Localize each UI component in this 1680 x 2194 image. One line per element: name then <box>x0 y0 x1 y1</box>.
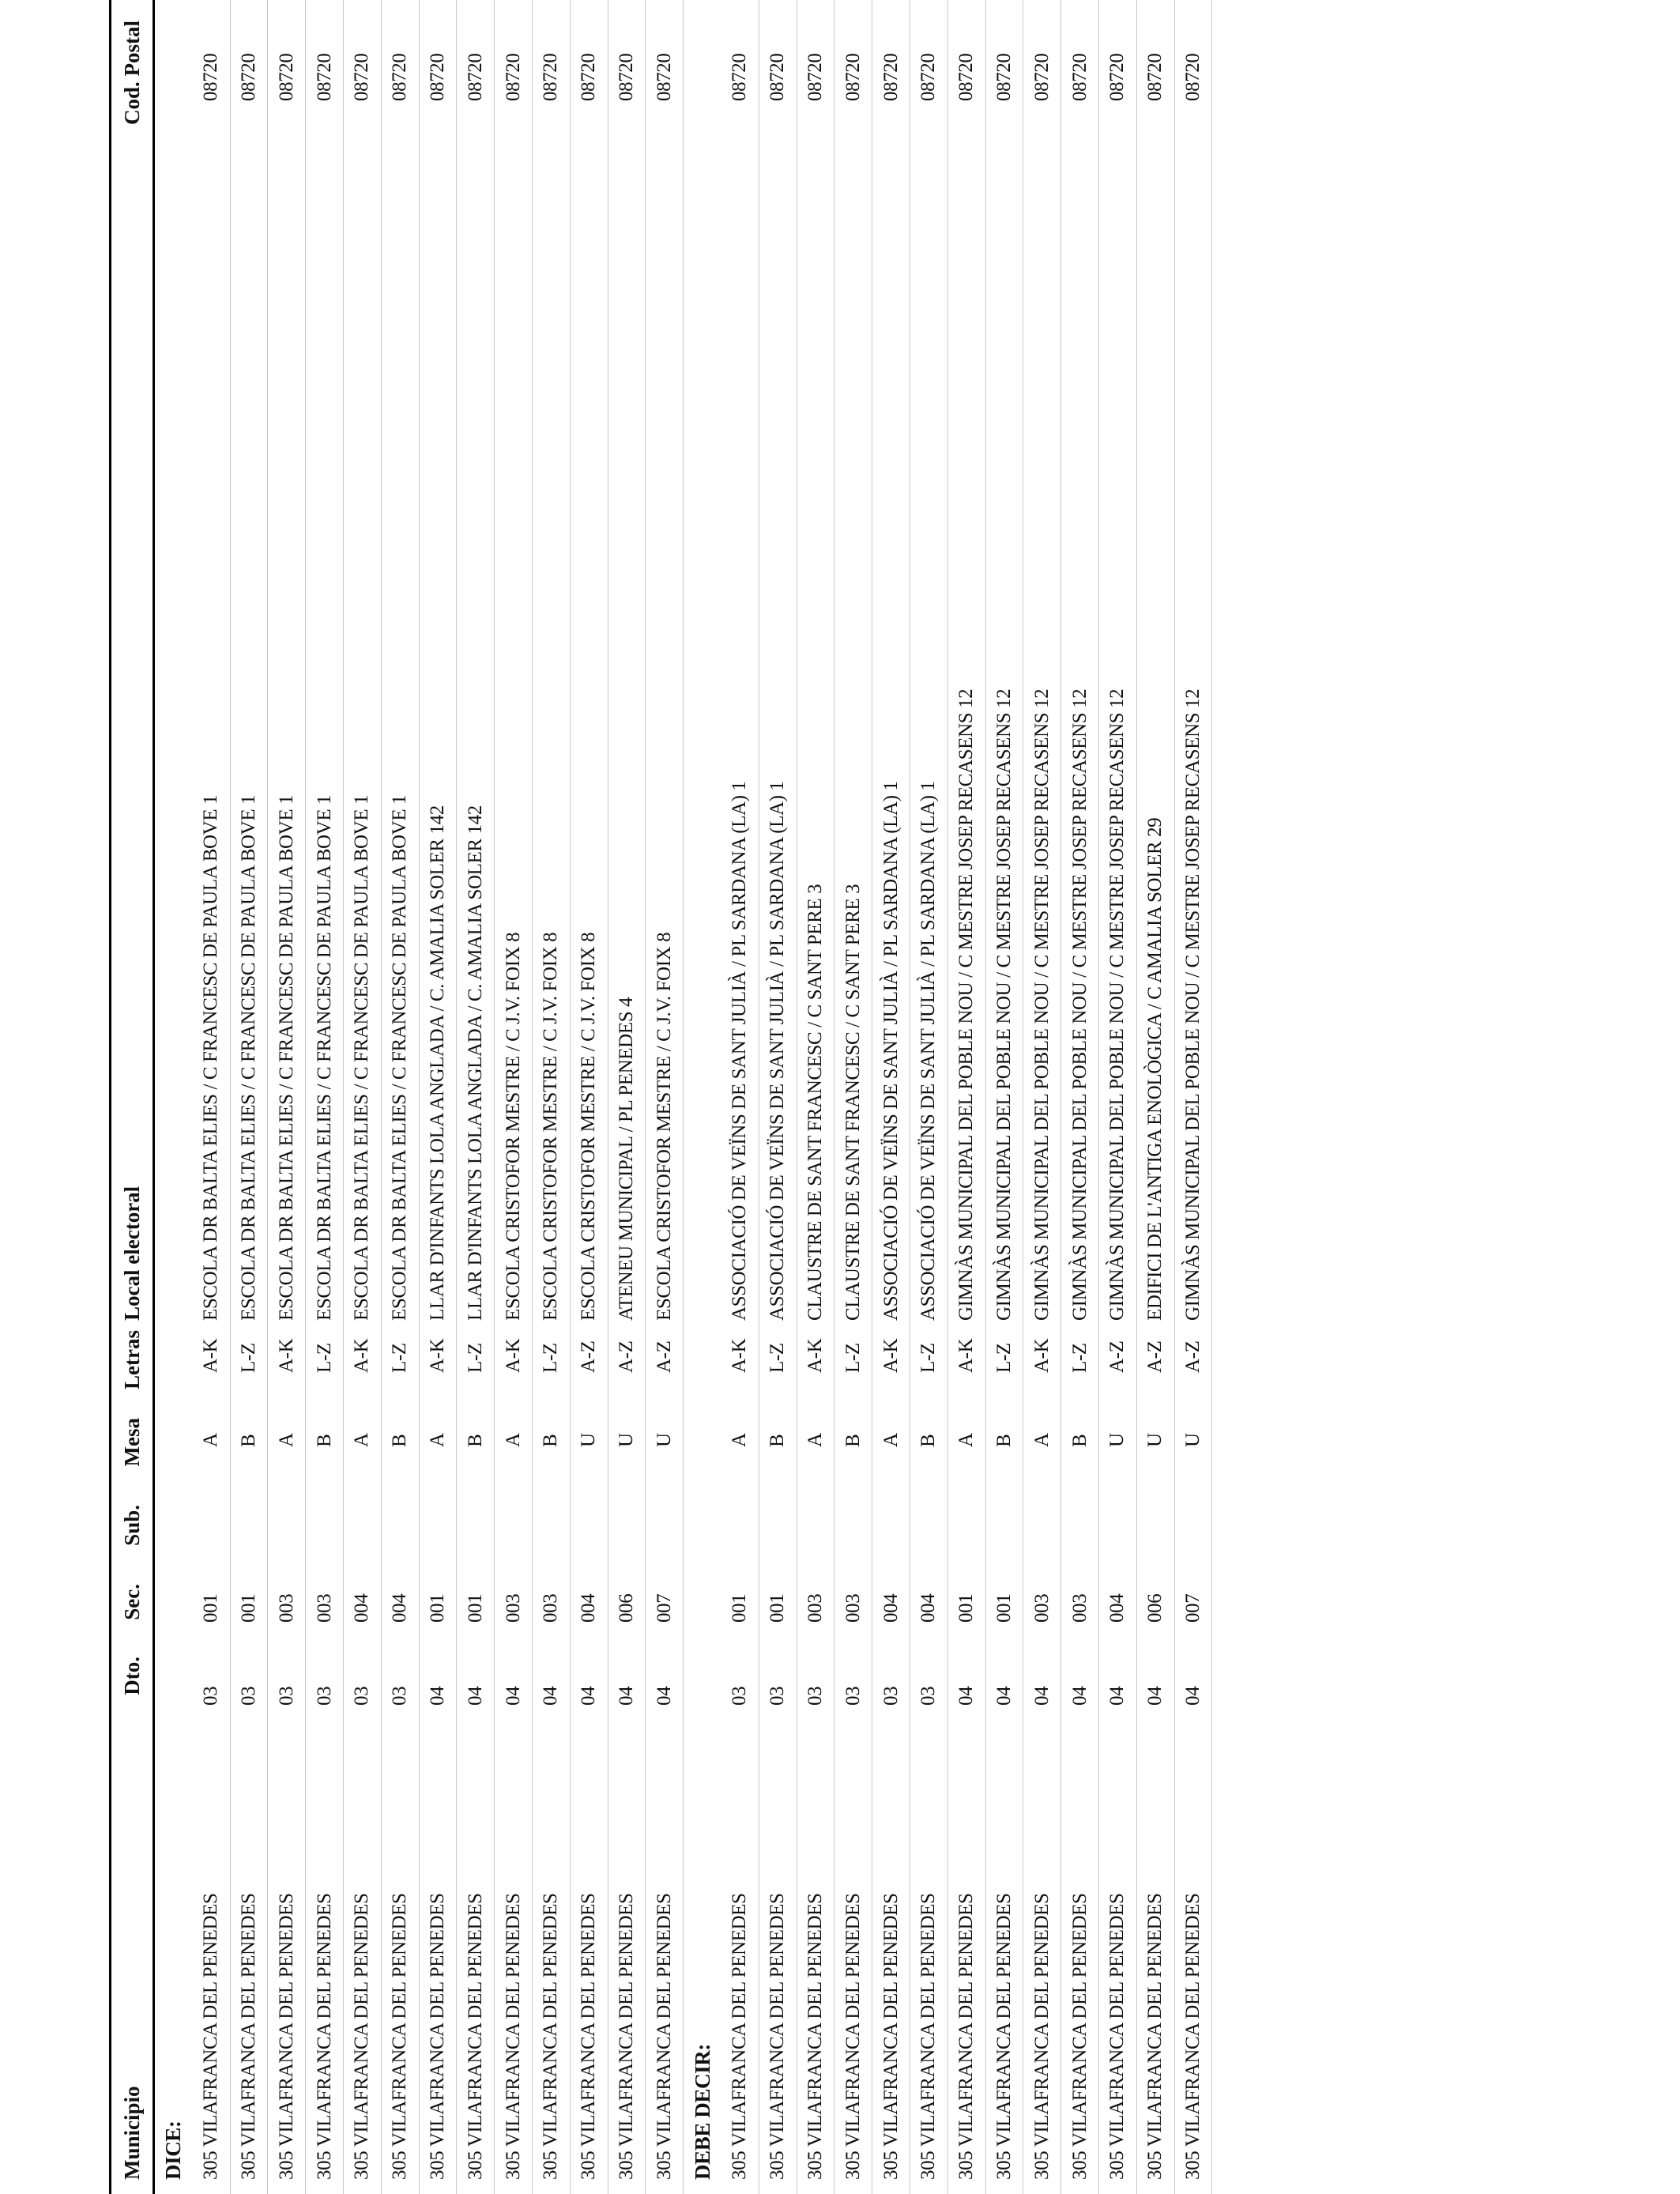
cell-mesa: B <box>389 1434 411 1447</box>
cell-letras: A-K <box>880 1338 902 1373</box>
cell-local-electoral: LLAR D'INFANTS LOLA ANGLADA / C. AMALIA SOLER 142 <box>426 805 448 1321</box>
table-row <box>1099 0 1137 2194</box>
cell-letras: A-K <box>804 1338 826 1373</box>
cell-mesa: B <box>917 1434 940 1447</box>
cell-sec: 003 <box>804 1593 826 1623</box>
cell-municipio: 305 VILAFRANCA DEL PENEDES <box>275 1893 297 2180</box>
cell-dto: 04 <box>578 1686 600 1706</box>
cell-mesa: A <box>351 1433 373 1447</box>
cell-dto: 03 <box>313 1686 335 1706</box>
cell-sec: 001 <box>237 1593 259 1623</box>
table-row <box>1061 0 1099 2194</box>
cell-cod-postal: 08720 <box>313 53 335 101</box>
cell-dto: 04 <box>1181 1686 1203 1706</box>
table-row <box>646 0 684 2194</box>
cell-sec: 004 <box>880 1593 902 1623</box>
cell-letras: L-Z <box>313 1343 335 1373</box>
cell-cod-postal: 08720 <box>917 53 940 101</box>
cell-dto: 04 <box>1106 1686 1128 1706</box>
table-row <box>382 0 420 2194</box>
cell-cod-postal: 08720 <box>880 53 902 101</box>
cell-dto: 03 <box>804 1686 826 1706</box>
cell-cod-postal: 08720 <box>842 53 864 101</box>
cell-mesa: A <box>729 1433 751 1447</box>
cell-letras: L-Z <box>1068 1343 1090 1373</box>
table-row <box>1137 0 1175 2194</box>
cell-mesa: B <box>313 1434 335 1447</box>
cell-mesa: B <box>842 1434 864 1447</box>
cell-local-electoral: ESCOLA DR BALTA ELIES / C FRANCESC DE PAULA BOVE 1 <box>237 794 259 1321</box>
cell-letras: L-Z <box>389 1343 411 1373</box>
cell-mesa: U <box>1144 1433 1166 1447</box>
cell-cod-postal: 08720 <box>540 53 562 101</box>
cell-local-electoral: ESCOLA CRISTOFOR MESTRE / C J.V. FOIX 8 <box>653 932 675 1321</box>
cell-cod-postal: 08720 <box>1030 53 1053 101</box>
table-row <box>948 0 986 2194</box>
cell-mesa: A <box>955 1433 977 1447</box>
cell-cod-postal: 08720 <box>275 53 297 101</box>
cell-sec: 007 <box>653 1593 675 1623</box>
cell-letras: A-Z <box>1181 1340 1203 1373</box>
cell-sec: 004 <box>917 1593 940 1623</box>
cell-municipio: 305 VILAFRANCA DEL PENEDES <box>917 1893 940 2180</box>
cell-mesa: A <box>1030 1433 1053 1447</box>
cell-cod-postal: 08720 <box>993 53 1015 101</box>
cell-local-electoral: ESCOLA DR BALTA ELIES / C FRANCESC DE PAULA BOVE 1 <box>200 794 222 1321</box>
cell-municipio: 305 VILAFRANCA DEL PENEDES <box>1181 1893 1203 2180</box>
cell-cod-postal: 08720 <box>426 53 448 101</box>
cell-sec: 006 <box>1144 1593 1166 1623</box>
cell-municipio: 305 VILAFRANCA DEL PENEDES <box>540 1893 562 2180</box>
cell-municipio: 305 VILAFRANCA DEL PENEDES <box>351 1893 373 2180</box>
table-row <box>721 0 759 2194</box>
cell-local-electoral: ESCOLA CRISTOFOR MESTRE / C J.V. FOIX 8 <box>540 932 562 1321</box>
cell-municipio: 305 VILAFRANCA DEL PENEDES <box>426 1893 448 2180</box>
cell-mesa: A <box>275 1433 297 1447</box>
cell-local-electoral: ASSOCIACIÓ DE VEÏNS DE SANT JULIÀ / PL SARDANA (LA) 1 <box>917 781 940 1321</box>
table-row <box>910 0 948 2194</box>
cell-local-electoral: ESCOLA DR BALTA ELIES / C FRANCESC DE PAULA BOVE 1 <box>313 794 335 1321</box>
cell-mesa: A <box>426 1433 448 1447</box>
header-sub: Sub. <box>119 1505 144 1546</box>
cell-local-electoral: ESCOLA DR BALTA ELIES / C FRANCESC DE PAULA BOVE 1 <box>389 794 411 1321</box>
cell-letras: L-Z <box>767 1343 789 1373</box>
cell-cod-postal: 08720 <box>615 53 637 101</box>
table-row <box>533 0 571 2194</box>
cell-sec: 007 <box>1181 1593 1203 1623</box>
cell-sec: 003 <box>1030 1593 1053 1623</box>
table-body <box>155 0 1212 2194</box>
cell-mesa: A <box>502 1433 524 1447</box>
cell-cod-postal: 08720 <box>578 53 600 101</box>
cell-cod-postal: 08720 <box>1068 53 1090 101</box>
cell-dto: 04 <box>1144 1686 1166 1706</box>
cell-letras: L-Z <box>464 1343 486 1373</box>
cell-dto: 03 <box>200 1686 222 1706</box>
cell-sec: 004 <box>578 1593 600 1623</box>
cell-dto: 04 <box>502 1686 524 1706</box>
cell-mesa: B <box>237 1434 259 1447</box>
cell-municipio: 305 VILAFRANCA DEL PENEDES <box>502 1893 524 2180</box>
cell-letras: A-K <box>1030 1338 1053 1373</box>
cell-mesa: B <box>767 1434 789 1447</box>
header-letras: Letras <box>119 1330 144 1389</box>
cell-mesa: U <box>578 1433 600 1447</box>
cell-local-electoral: GIMNÀS MUNICIPAL DEL POBLE NOU / C MESTRE JOSEP RECASENS 12 <box>1030 688 1053 1321</box>
cell-municipio: 305 VILAFRANCA DEL PENEDES <box>767 1893 789 2180</box>
cell-mesa: A <box>200 1433 222 1447</box>
cell-sec: 004 <box>1106 1593 1128 1623</box>
cell-sec: 001 <box>729 1593 751 1623</box>
cell-municipio: 305 VILAFRANCA DEL PENEDES <box>955 1893 977 2180</box>
table-row <box>495 0 533 2194</box>
cell-letras: A-Z <box>615 1340 637 1373</box>
table-row <box>608 0 646 2194</box>
cell-local-electoral: CLAUSTRE DE SANT FRANCESC / C SANT PERE 3 <box>804 884 826 1321</box>
table-row <box>834 0 872 2194</box>
table-row <box>306 0 344 2194</box>
cell-municipio: 305 VILAFRANCA DEL PENEDES <box>1144 1893 1166 2180</box>
cell-municipio: 305 VILAFRANCA DEL PENEDES <box>1030 1893 1053 2180</box>
cell-mesa: U <box>1106 1433 1128 1447</box>
cell-cod-postal: 08720 <box>502 53 524 101</box>
cell-letras: A-Z <box>1106 1340 1128 1373</box>
cell-local-electoral: ASSOCIACIÓ DE VEÏNS DE SANT JULIÀ / PL SARDANA (LA) 1 <box>729 781 751 1321</box>
header-cod-postal: Cod. Postal <box>119 21 144 126</box>
cell-sec: 001 <box>767 1593 789 1623</box>
cell-municipio: 305 VILAFRANCA DEL PENEDES <box>200 1893 222 2180</box>
cell-letras: A-K <box>955 1338 977 1373</box>
cell-letras: A-Z <box>578 1340 600 1373</box>
table-row <box>571 0 608 2194</box>
cell-letras: L-Z <box>540 1343 562 1373</box>
table-row <box>457 0 495 2194</box>
cell-mesa: U <box>653 1433 675 1447</box>
cell-sec: 001 <box>464 1593 486 1623</box>
table-row <box>872 0 910 2194</box>
cell-local-electoral: ASSOCIACIÓ DE VEÏNS DE SANT JULIÀ / PL SARDANA (LA) 1 <box>767 781 789 1321</box>
cell-local-electoral: ESCOLA CRISTOFOR MESTRE / C J.V. FOIX 8 <box>578 932 600 1321</box>
cell-mesa: B <box>540 1434 562 1447</box>
cell-dto: 04 <box>540 1686 562 1706</box>
cell-mesa: B <box>993 1434 1015 1447</box>
cell-letras: L-Z <box>993 1343 1015 1373</box>
cell-cod-postal: 08720 <box>955 53 977 101</box>
table-row <box>268 0 306 2194</box>
cell-cod-postal: 08720 <box>1106 53 1128 101</box>
cell-mesa: A <box>804 1433 826 1447</box>
cell-local-electoral: LLAR D'INFANTS LOLA ANGLADA / C. AMALIA SOLER 142 <box>464 805 486 1321</box>
cell-sec: 006 <box>615 1593 637 1623</box>
cell-municipio: 305 VILAFRANCA DEL PENEDES <box>729 1893 751 2180</box>
section-title: DEBE DECIR: <box>690 2044 714 2180</box>
cell-sec: 003 <box>313 1593 335 1623</box>
cell-cod-postal: 08720 <box>1144 53 1166 101</box>
cell-sec: 003 <box>540 1593 562 1623</box>
cell-municipio: 305 VILAFRANCA DEL PENEDES <box>1068 1893 1090 2180</box>
cell-sec: 003 <box>842 1593 864 1623</box>
cell-sec: 001 <box>426 1593 448 1623</box>
cell-mesa: U <box>615 1433 637 1447</box>
cell-dto: 03 <box>767 1686 789 1706</box>
cell-municipio: 305 VILAFRANCA DEL PENEDES <box>237 1893 259 2180</box>
cell-letras: A-K <box>275 1338 297 1373</box>
table-row <box>1023 0 1061 2194</box>
cell-cod-postal: 08720 <box>653 53 675 101</box>
cell-dto: 03 <box>275 1686 297 1706</box>
table-row <box>986 0 1024 2194</box>
cell-municipio: 305 VILAFRANCA DEL PENEDES <box>842 1893 864 2180</box>
cell-local-electoral: CLAUSTRE DE SANT FRANCESC / C SANT PERE 3 <box>842 884 864 1321</box>
cell-letras: L-Z <box>917 1343 940 1373</box>
cell-dto: 03 <box>729 1686 751 1706</box>
cell-local-electoral: GIMNÀS MUNICIPAL DEL POBLE NOU / C MESTRE JOSEP RECASENS 12 <box>1068 688 1090 1321</box>
header-mesa: Mesa <box>119 1418 144 1467</box>
cell-letras: L-Z <box>237 1343 259 1373</box>
cell-dto: 04 <box>955 1686 977 1706</box>
cell-mesa: U <box>1181 1433 1203 1447</box>
cell-municipio: 305 VILAFRANCA DEL PENEDES <box>804 1893 826 2180</box>
cell-mesa: B <box>1068 1434 1090 1447</box>
cell-dto: 04 <box>426 1686 448 1706</box>
cell-dto: 04 <box>653 1686 675 1706</box>
header-dto: Dto. <box>119 1657 144 1695</box>
cell-sec: 001 <box>993 1593 1015 1623</box>
header-local: Local electoral <box>119 1186 144 1321</box>
cell-cod-postal: 08720 <box>767 53 789 101</box>
cell-municipio: 305 VILAFRANCA DEL PENEDES <box>389 1893 411 2180</box>
cell-cod-postal: 08720 <box>729 53 751 101</box>
cell-cod-postal: 08720 <box>237 53 259 101</box>
cell-municipio: 305 VILAFRANCA DEL PENEDES <box>653 1893 675 2180</box>
cell-sec: 001 <box>200 1593 222 1623</box>
header-municipio: Municipio <box>119 2086 144 2180</box>
cell-sec: 003 <box>502 1593 524 1623</box>
table-row <box>1175 0 1213 2194</box>
cell-dto: 04 <box>1068 1686 1090 1706</box>
cell-local-electoral: EDIFICI DE L'ANTIGA ENOLÒGICA / C AMALIA SOLER 29 <box>1144 817 1166 1321</box>
cell-local-electoral: GIMNÀS MUNICIPAL DEL POBLE NOU / C MESTRE JOSEP RECASENS 12 <box>1106 688 1128 1321</box>
cell-letras: A-K <box>200 1338 222 1373</box>
section-title: DICE: <box>161 2120 186 2180</box>
cell-local-electoral: GIMNÀS MUNICIPAL DEL POBLE NOU / C MESTRE JOSEP RECASENS 12 <box>955 688 977 1321</box>
cell-dto: 04 <box>993 1686 1015 1706</box>
cell-letras: A-K <box>426 1338 448 1373</box>
table-row <box>420 0 458 2194</box>
cell-sec: 004 <box>389 1593 411 1623</box>
cell-dto: 03 <box>880 1686 902 1706</box>
cell-letras: A-Z <box>1144 1340 1166 1373</box>
cell-local-electoral: ESCOLA DR BALTA ELIES / C FRANCESC DE PAULA BOVE 1 <box>351 794 373 1321</box>
cell-municipio: 305 VILAFRANCA DEL PENEDES <box>313 1893 335 2180</box>
cell-dto: 03 <box>389 1686 411 1706</box>
cell-cod-postal: 08720 <box>200 53 222 101</box>
cell-cod-postal: 08720 <box>804 53 826 101</box>
cell-cod-postal: 08720 <box>351 53 373 101</box>
cell-local-electoral: GIMNÀS MUNICIPAL DEL POBLE NOU / C MESTRE JOSEP RECASENS 12 <box>1181 688 1203 1321</box>
table-row <box>193 0 231 2194</box>
cell-municipio: 305 VILAFRANCA DEL PENEDES <box>615 1893 637 2180</box>
cell-cod-postal: 08720 <box>464 53 486 101</box>
table-row <box>797 0 835 2194</box>
cell-dto: 04 <box>1030 1686 1053 1706</box>
cell-letras: A-Z <box>653 1340 675 1373</box>
cell-sec: 001 <box>955 1593 977 1623</box>
cell-mesa: A <box>880 1433 902 1447</box>
cell-municipio: 305 VILAFRANCA DEL PENEDES <box>993 1893 1015 2180</box>
cell-dto: 03 <box>351 1686 373 1706</box>
cell-local-electoral: GIMNÀS MUNICIPAL DEL POBLE NOU / C MESTRE JOSEP RECASENS 12 <box>993 688 1015 1321</box>
cell-dto: 04 <box>615 1686 637 1706</box>
cell-dto: 03 <box>917 1686 940 1706</box>
cell-letras: A-K <box>351 1338 373 1373</box>
cell-local-electoral: ASSOCIACIÓ DE VEÏNS DE SANT JULIÀ / PL SARDANA (LA) 1 <box>880 781 902 1321</box>
cell-letras: L-Z <box>842 1343 864 1373</box>
table-row <box>231 0 269 2194</box>
header-sec: Sec. <box>119 1584 144 1620</box>
cell-sec: 003 <box>275 1593 297 1623</box>
cell-municipio: 305 VILAFRANCA DEL PENEDES <box>880 1893 902 2180</box>
polling-stations-table <box>109 0 1212 2194</box>
table-row <box>344 0 382 2194</box>
cell-mesa: B <box>464 1434 486 1447</box>
cell-cod-postal: 08720 <box>1181 53 1203 101</box>
cell-letras: A-K <box>502 1338 524 1373</box>
cell-municipio: 305 VILAFRANCA DEL PENEDES <box>1106 1893 1128 2180</box>
cell-dto: 03 <box>237 1686 259 1706</box>
table-row <box>759 0 797 2194</box>
cell-letras: A-K <box>729 1338 751 1373</box>
cell-dto: 04 <box>464 1686 486 1706</box>
cell-local-electoral: ATENEU MUNICIPAL / PL PENEDES 4 <box>615 997 637 1321</box>
cell-local-electoral: ESCOLA DR BALTA ELIES / C FRANCESC DE PAULA BOVE 1 <box>275 794 297 1321</box>
table-header-row <box>109 0 155 2194</box>
cell-local-electoral: ESCOLA CRISTOFOR MESTRE / C J.V. FOIX 8 <box>502 932 524 1321</box>
cell-sec: 003 <box>1068 1593 1090 1623</box>
section-heading-row <box>155 0 193 2194</box>
cell-municipio: 305 VILAFRANCA DEL PENEDES <box>464 1893 486 2180</box>
section-heading-row <box>684 0 721 2194</box>
cell-municipio: 305 VILAFRANCA DEL PENEDES <box>578 1893 600 2180</box>
cell-dto: 03 <box>842 1686 864 1706</box>
cell-cod-postal: 08720 <box>389 53 411 101</box>
cell-sec: 004 <box>351 1593 373 1623</box>
